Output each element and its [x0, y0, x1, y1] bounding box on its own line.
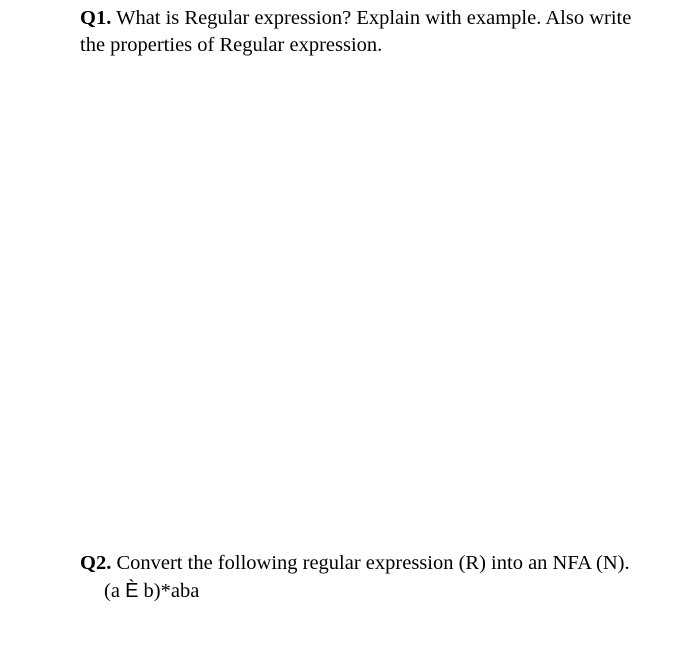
regular-expression: [104, 577, 640, 605]
question-2-text: Convert the following regular expression (R) into an NFA (N).: [116, 552, 630, 574]
union-symbol: È: [125, 580, 139, 602]
expression-rest: b)*aba: [138, 580, 200, 602]
question-2-label: Q2.: [80, 552, 112, 574]
question-2: [80, 550, 640, 605]
question-1-label: Q1.: [80, 7, 112, 29]
question-1: [80, 5, 640, 59]
question-1-text: What is Regular expression? Explain with example. Also write the properties of Regular expression.: [80, 7, 632, 56]
expression-open: (a: [104, 580, 126, 602]
